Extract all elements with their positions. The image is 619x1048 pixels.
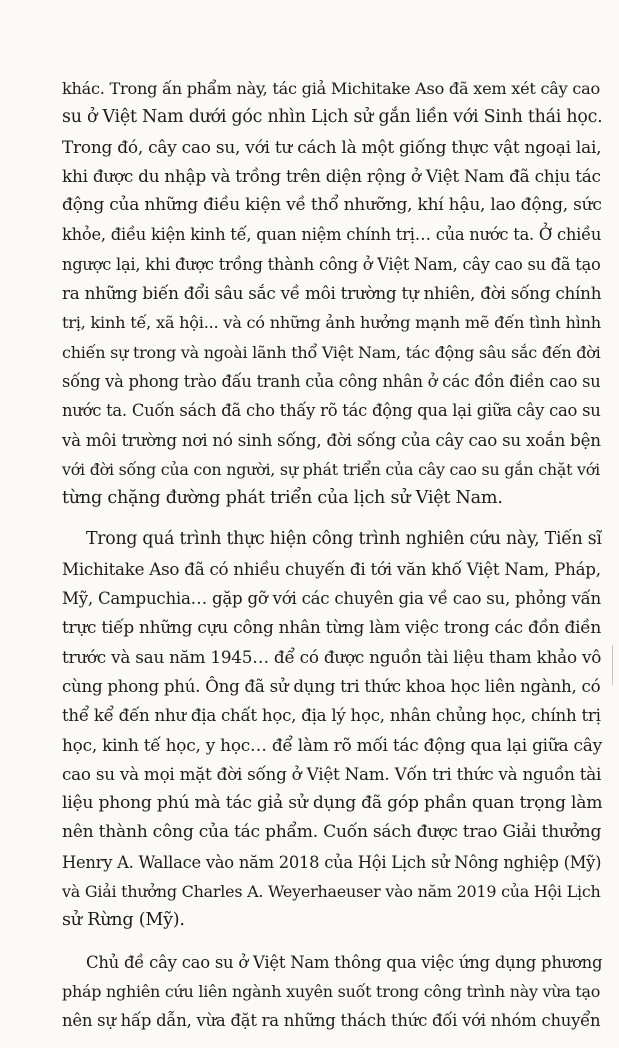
text-line: thể kể đến như địa chất học, địa lý học, nhân chủng học, chính trị: [62, 706, 601, 726]
text-line: từng chặng đường phát triển của lịch sử Việt Nam.: [62, 488, 503, 509]
text-line: với đời sống của con người, sự phát triển của cây cao su gắn chặt với: [62, 459, 600, 479]
paragraph-3: [62, 948, 602, 1036]
text-line: và môi trường nơi nó sinh sống, đời sống của cây cao su xoắn bện: [62, 429, 601, 450]
page-text: [62, 74, 602, 1048]
text-line: nên thành công của tác phẩm. Cuốn sách được trao Giải thưởng: [62, 822, 602, 843]
text-line: ngược lại, khi được trồng thành công ở Việt Nam, cây cao su đã tạo: [62, 254, 601, 274]
text-line: trị, kinh tế, xã hội... và có những ảnh hưởng mạnh mẽ đến tình hình: [62, 313, 601, 333]
text-line: sống và phong trào đấu tranh của công nhân ở các đồn điền cao su: [62, 371, 601, 391]
text-line: khỏe, điều kiện kinh tế, quan niệm chính trị… của nước ta. Ở chiều: [62, 225, 602, 245]
text-line: sử Rừng (Mỹ).: [62, 910, 185, 931]
text-line: Chủ đề cây cao su ở Việt Nam thông qua việc ứng dụng phương: [86, 952, 603, 972]
text-line: trước và sau năm 1945… để có được nguồn tài liệu tham khảo vô: [62, 646, 602, 667]
text-line: trực tiếp những cựu công nhân từng làm việc trong các đồn điền: [62, 617, 602, 638]
text-line: chiến sự trong và ngoài lãnh thổ Việt Nam, tác động sâu sắc đến đời: [62, 342, 601, 362]
text-line: khác. Trong ấn phẩm này, tác giả Michitake Aso đã xem xét cây cao: [62, 79, 601, 98]
paragraph-1: [62, 74, 602, 513]
text-line: Michitake Aso đã có nhiều chuyến đi tới văn khố Việt Nam, Pháp,: [62, 558, 601, 579]
text-line: Trong quá trình thực hiện công trình nghiên cứu này, Tiến sĩ: [86, 529, 602, 550]
text-line: động của những điều kiện về thổ nhưỡng, khí hậu, lao động, sức: [62, 195, 602, 216]
text-line: và Giải thưởng Charles A. Weyerhaeuser vào năm 2019 của Hội Lịch: [62, 882, 601, 902]
text-line: nước ta. Cuốn sách đã cho thấy rõ tác động qua lại giữa cây cao su: [62, 401, 601, 421]
page-edge-mark: [612, 645, 613, 685]
text-line: học, kinh tế học, y học… để làm rõ mối tác động qua lại giữa cây: [62, 734, 602, 755]
text-line: Henry A. Wallace vào năm 2018 của Hội Lịch sử Nông nghiệp (Mỹ): [62, 852, 602, 872]
text-line: su ở Việt Nam dưới góc nhìn Lịch sử gắn liền với Sinh thái học.: [62, 107, 603, 128]
text-line: liệu phong phú mà tác giả sử dụng đã góp phần quan trọng làm: [62, 793, 603, 814]
text-line: pháp nghiên cứu liên ngành xuyên suốt trong công trình này vừa tạo: [62, 981, 601, 1001]
text-line: cùng phong phú. Ông đã sử dụng tri thức khoa học liên ngành, có: [62, 676, 601, 696]
text-line: ra những biến đổi sâu sắc về môi trường tự nhiên, đời sống chính: [62, 283, 602, 304]
text-line: Trong đó, cây cao su, với tư cách là một giống thực vật ngoại lai,: [62, 136, 602, 157]
text-line: cao su và mọi mặt đời sống ở Việt Nam. Vốn tri thức và nguồn tài: [62, 763, 602, 784]
text-line: nên sự hấp dẫn, vừa đặt ra những thách thức đối với nhóm chuyển: [62, 1011, 601, 1031]
text-line: khi được du nhập và trồng trên diện rộng ở Việt Nam đã chịu tác: [62, 165, 601, 186]
text-line: Mỹ, Campuchia… gặp gỡ với các chuyên gia về cao su, phỏng vấn: [62, 589, 601, 609]
paragraph-2: [62, 525, 602, 935]
